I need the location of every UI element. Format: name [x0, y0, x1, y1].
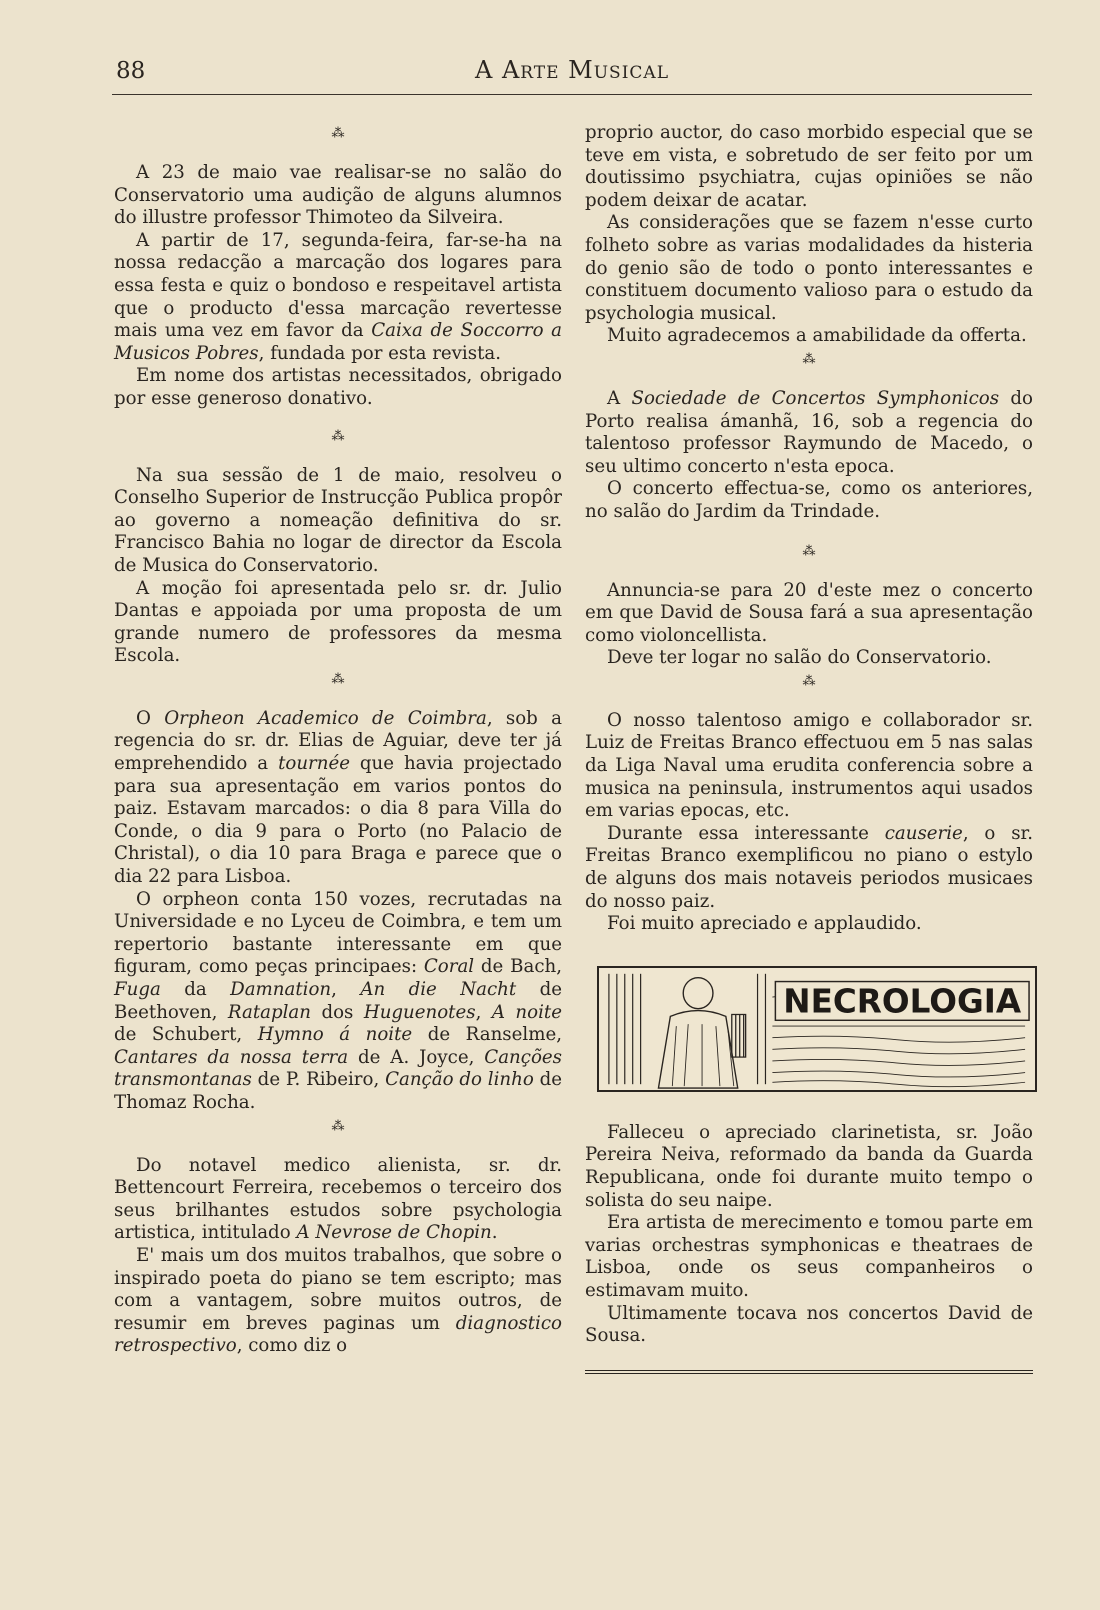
section-separator: ⁂ [802, 673, 816, 689]
paragraph: A Sociedade de Concertos Symphonicos do Porto realisa ámanhã, 16, sob a regencia do talentoso professor Raymundo de Macedo, o seu ultimo concerto n'esta epoca. [585, 387, 1034, 477]
paragraph: Ultimamente tocava nos concertos David de Sousa. [585, 1302, 1033, 1347]
section-separator: ⁂ [331, 428, 345, 444]
paragraph: Falleceu o apreciado clarinetista, sr. João Pereira Neiva, reformado da banda da Guarda Republicana, onde foi durante muito tempo o solista do seu naipe. [585, 1121, 1033, 1211]
section-separator: ⁂ [331, 671, 345, 687]
left-column [114, 122, 562, 1358]
paragraph: O nosso talentoso amigo e collaborador sr. Luiz de Freitas Branco effectuou em 5 nas salas da Liga Naval uma erudita conferencia sobre a musica na peninsula, instrumentos aqui usados em varias epocas, etc. [585, 709, 1033, 822]
paragraph: Era artista de merecimento e tomou parte em varias orchestras symphonicas e theatraes de Lisboa, onde os seus companheiros o estimavam muito. [585, 1212, 1033, 1301]
page-header [112, 54, 1032, 90]
paragraph: O Orpheon Academico de Coimbra, sob a regencia do sr. dr. Elias de Aguiar, deve ter já emprehendido a tournée que havia projectado para sua apresentação em varios pontos do paiz. Estavam marcados: o dia 8 para Villa do Conde, o dia 9 para o Porto (no Palacio de Christal), o dia 10 para Braga e parece que o dia 22 para Lisboa. [114, 707, 562, 888]
paragraph: A moção foi apresentada pelo sr. dr. Julio Dantas e appoiada por uma proposta de um grande numero de professores da mesma Escola. [114, 577, 562, 667]
paragraph: As considerações que se fazem n'esse curto folheto sobre as varias modalidades da histeria do genio são de todo o ponto interessantes e constituem documento valioso para o estudo da psychologia musical. [585, 212, 1033, 324]
paragraph: Na sua sessão de 1 de maio, resolveu o Conselho Superior de Instrucção Publica propôr ao governo a nomeação definitiva do sr. Francisco Bahia no logar de director da Escola de Musica do Conservatorio. [114, 464, 562, 576]
journal-title: A Arte Musical [474, 56, 669, 84]
paragraph: Em nome dos artistas necessitados, obrigado por esse generoso donativo. [114, 365, 562, 409]
section-separator: ⁂ [802, 351, 816, 367]
section-separator: ⁂ [331, 1118, 345, 1134]
section-separator: ⁂ [802, 543, 816, 559]
paragraph: O concerto effectua-se, como os anteriores, no salão do Jardim da Trindade. [585, 478, 1033, 522]
paragraph: Muito agradecemos a amabilidade da offerta. [607, 325, 1027, 347]
paragraph: Deve ter logar no salão do Conservatorio. [607, 647, 992, 669]
paragraph: Durante essa interessante causerie, o sr. Freitas Branco exemplificou no piano o estylo de alguns dos mais notaveis periodos musicaes do nosso paiz. [585, 822, 1033, 912]
paragraph: Annuncia-se para 20 d'este mez o concerto em que David de Sousa fará a sua apresentação como violoncellista. [585, 579, 1033, 646]
paragraph: A 23 de maio vae realisar-se no salão do Conservatorio uma audição de alguns alumnos do illustre professor Thimoteo da Silveira. [114, 162, 562, 229]
paragraph: A partir de 17, segunda-feira, far-se-ha na nossa redacção a marcação dos logares para essa festa e quiz o bondoso e respeitavel artista que o producto d'essa marcação revertesse mais uma vez em favor da Caixa de Soccorro a Musicos Pobres, fundada por esta revista. [114, 229, 562, 364]
header-rule [112, 94, 1032, 95]
paragraph: Foi muito apreciado e applaudido. [607, 913, 922, 935]
necrologia-title: NECROLOGIA [783, 981, 1022, 1021]
necrologia-illustration [599, 968, 1035, 1090]
paragraph: Do notavel medico alienista, sr. dr. Bettencourt Ferreira, recebemos o terceiro dos seus brilhantes estudos sobre psychologia artistica, intitulado A Nevrose de Chopin. [114, 1154, 562, 1244]
section-separator: ⁂ [331, 126, 345, 141]
necrologia-banner [597, 966, 1037, 1092]
paragraph: O orpheon conta 150 vozes, recrutadas na Universidade e no Lyceu de Coimbra, e tem um repertorio bastante interessante em que figuram, como peças principaes: Coral de Bach, Fuga da Damnation, An die Nacht de Beethoven, Rataplan dos Huguenotes, A noite de Schubert, Hymno á noite de Ranselme, Cantares da nossa terra de A. Joyce, Canções transmontanas de P. Ribeiro, Canção do linho de Thomaz Rocha. [114, 888, 562, 1113]
right-column [585, 122, 1033, 1374]
page-number: 88 [116, 58, 146, 84]
paragraph: E' mais um dos muitos trabalhos, que sobre o inspirado poeta do piano se tem escripto; mas com a vantagem, sobre muitos outros, de resumir em breves paginas um diagnostico retrospectivo, como diz o [114, 1244, 562, 1357]
end-rule [585, 1370, 1033, 1374]
paragraph: proprio auctor, do caso morbido especial que se teve em vista, e sobretudo de ser feito por um doutissimo psychiatra, cujas opiniões se não podem deixar de acatar. [585, 122, 1033, 211]
